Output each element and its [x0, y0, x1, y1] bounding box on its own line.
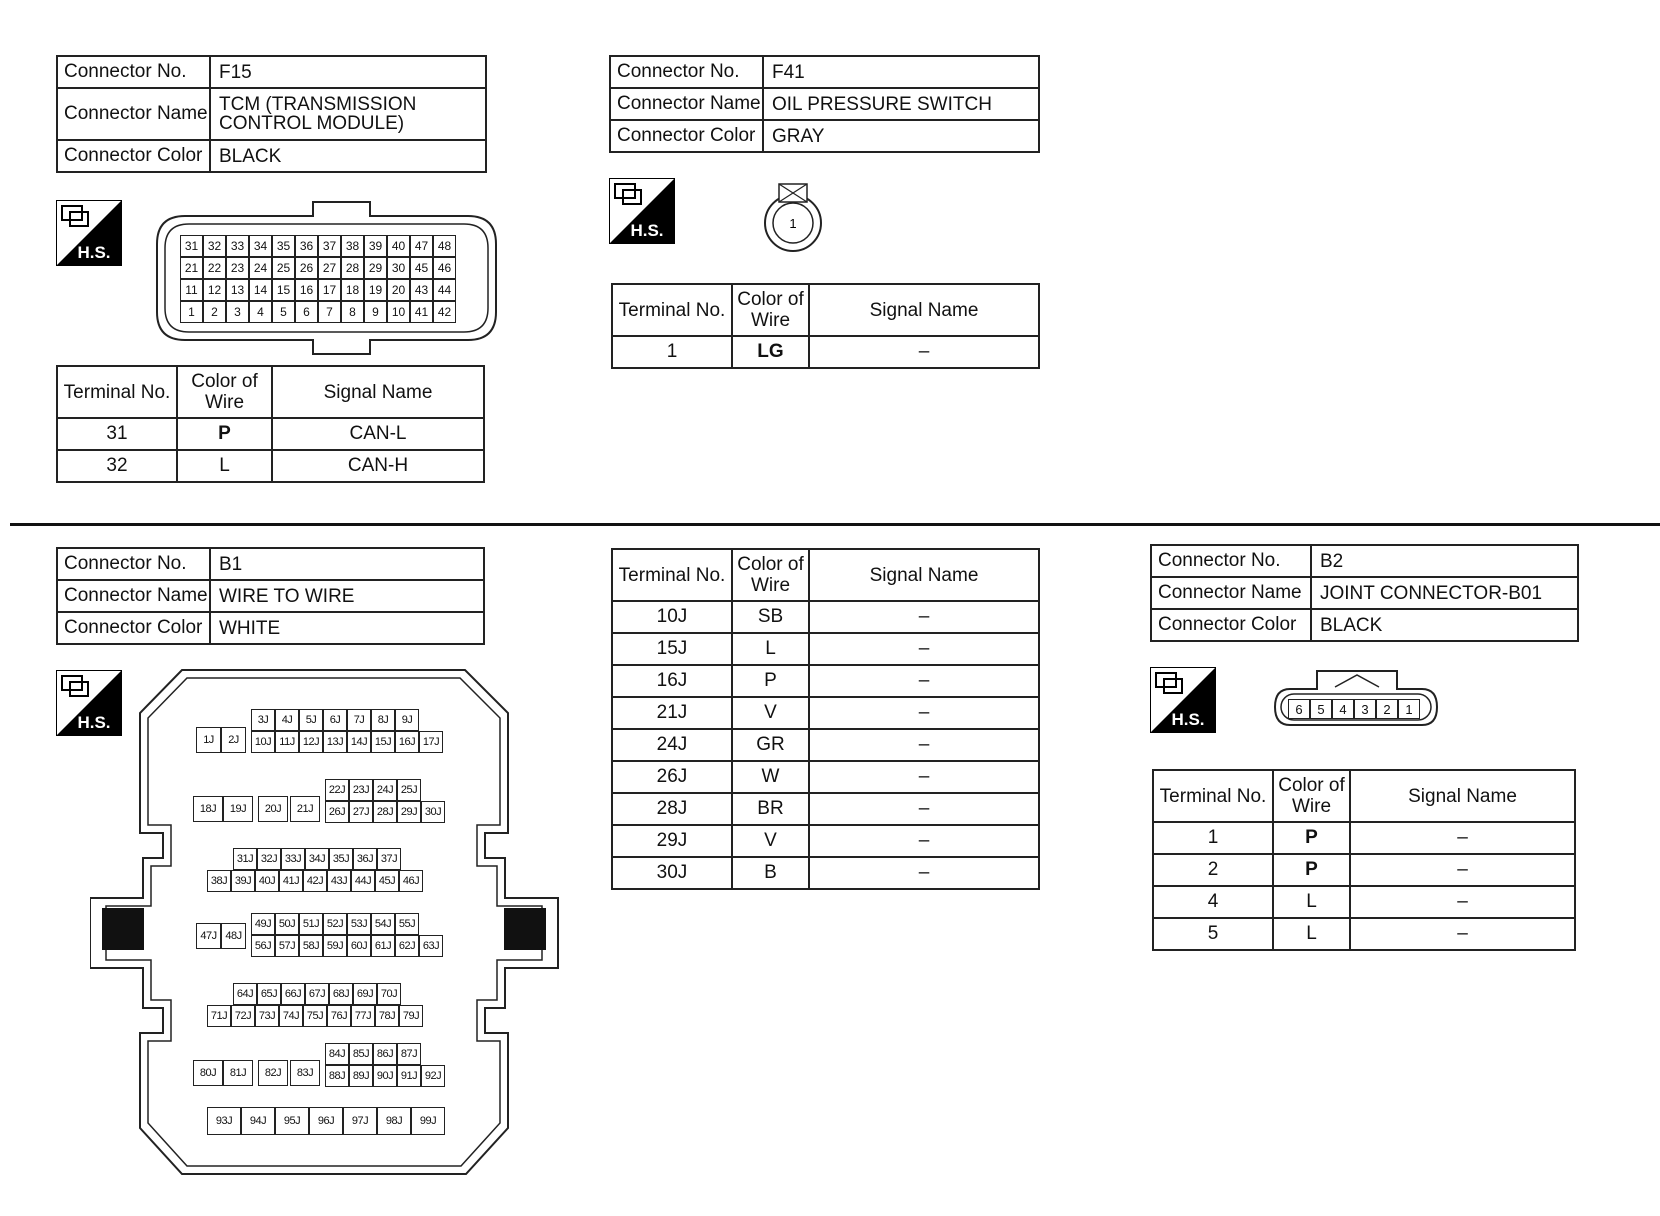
connector-pin: 68J — [329, 983, 353, 1005]
hs-label: H.S. — [77, 713, 111, 732]
connector-pin: 43J — [327, 870, 351, 892]
connector-pin: 9J — [395, 709, 419, 731]
signal-cell: – — [809, 825, 1039, 857]
connector-pin: 15J — [371, 731, 395, 753]
connector-pin: 14 — [249, 279, 272, 301]
connector-pin: 28 — [341, 257, 364, 279]
connector-pin: 19 — [364, 279, 387, 301]
table-row — [612, 793, 1039, 825]
connector-color-label: Connector Color — [1151, 609, 1311, 641]
connector-no-label: Connector No. — [1151, 545, 1311, 577]
connector-pin: 82J — [258, 1060, 288, 1086]
terminal-cell: 29J — [612, 825, 732, 857]
connector-pin: 97J — [343, 1107, 377, 1135]
wire-color-cell: V — [732, 697, 809, 729]
connector-pin: 6 — [1288, 699, 1310, 719]
wire-color-cell: P — [732, 665, 809, 697]
connector-pin: 93J — [207, 1107, 241, 1135]
signal-cell: – — [1350, 854, 1575, 886]
connector-pin: 54J — [371, 913, 395, 935]
connector-pin: 49J — [251, 913, 275, 935]
connector-pin: 3 — [226, 301, 249, 323]
connector-pin: 33J — [281, 848, 305, 870]
connector-pin: 52J — [323, 913, 347, 935]
connector-pin: 10J — [251, 731, 275, 753]
terminal-no-header: Terminal No. — [612, 549, 732, 601]
wire-color-header: Color of Wire — [732, 549, 809, 601]
connector-pin: 45J — [375, 870, 399, 892]
connector-pin: 23J — [349, 779, 373, 801]
connector-pin: 6J — [323, 709, 347, 731]
connector-pin: 47 — [410, 235, 433, 257]
connector-name-label: Connector Name — [57, 88, 210, 140]
signal-name-header: Signal Name — [272, 366, 484, 418]
connector-pin: 17 — [318, 279, 341, 301]
connector-pin: 21J — [290, 796, 320, 822]
signal-cell: – — [809, 729, 1039, 761]
connector-pin: 94J — [241, 1107, 275, 1135]
connector-color-value: GRAY — [763, 120, 1039, 152]
wire-color-cell: L — [732, 633, 809, 665]
connector-pin: 46 — [433, 257, 456, 279]
connector-pin: 29 — [364, 257, 387, 279]
terminal-no-header: Terminal No. — [1153, 770, 1273, 822]
connector-pin: 44 — [433, 279, 456, 301]
connector-pin: 1 — [180, 301, 203, 323]
signal-cell: – — [809, 601, 1039, 633]
connector-no-label: Connector No. — [57, 548, 210, 580]
connector-pin: 5 — [272, 301, 295, 323]
connector-pin: 37J — [377, 848, 401, 870]
connector-pin: 14J — [347, 731, 371, 753]
signal-cell: – — [809, 793, 1039, 825]
connector-pin: 70J — [377, 983, 401, 1005]
connector-pin: 42 — [433, 301, 456, 323]
connector-pin: 76J — [327, 1005, 351, 1027]
connector-pin: 5J — [299, 709, 323, 731]
connector-pin: 18J — [193, 796, 223, 822]
connector-pin: 90J — [373, 1065, 397, 1087]
table-row — [1153, 918, 1575, 950]
harness-side-icon — [609, 178, 675, 244]
connector-pin: 41 — [410, 301, 433, 323]
connector-pin: 25 — [272, 257, 295, 279]
connector-pin: 86J — [373, 1043, 397, 1065]
connector-pin: 40J — [255, 870, 279, 892]
connector-pin: 32J — [257, 848, 281, 870]
terminal-cell: 31 — [57, 418, 177, 450]
table-row — [612, 729, 1039, 761]
table-row — [1153, 854, 1575, 886]
wire-color-cell: GR — [732, 729, 809, 761]
connector-pin: 88J — [325, 1065, 349, 1087]
b2-pin-grid — [1288, 699, 1420, 719]
table-row — [612, 665, 1039, 697]
table-row — [57, 418, 484, 450]
connector-pin: 26 — [295, 257, 318, 279]
connector-pin: 34J — [305, 848, 329, 870]
f15-connector-info — [56, 55, 487, 173]
connector-pin: 50J — [275, 913, 299, 935]
wire-color-cell: L — [177, 450, 272, 482]
signal-cell: – — [809, 761, 1039, 793]
connector-pin: 13 — [226, 279, 249, 301]
connector-pin: 30 — [387, 257, 410, 279]
wire-color-cell: BR — [732, 793, 809, 825]
connector-pin: 20 — [387, 279, 410, 301]
wire-color-cell: B — [732, 857, 809, 889]
connector-name-value: WIRE TO WIRE — [210, 580, 484, 612]
connector-pin: 67J — [305, 983, 329, 1005]
connector-pin: 43 — [410, 279, 433, 301]
table-row — [612, 601, 1039, 633]
connector-pin: 26J — [325, 801, 349, 823]
connector-pin: 34 — [249, 235, 272, 257]
connector-pin: 24 — [249, 257, 272, 279]
terminal-cell: 30J — [612, 857, 732, 889]
table-row — [612, 761, 1039, 793]
harness-side-icon — [1150, 667, 1216, 733]
terminal-cell: 1 — [1153, 822, 1273, 854]
connector-name-value: OIL PRESSURE SWITCH — [763, 88, 1039, 120]
connector-pin: 98J — [377, 1107, 411, 1135]
connector-pin: 92J — [421, 1065, 445, 1087]
connector-pin: 33 — [226, 235, 249, 257]
connector-pin: 72J — [231, 1005, 255, 1027]
f41-pin-label: 1 — [789, 216, 797, 231]
connector-pin: 27 — [318, 257, 341, 279]
terminal-cell: 2 — [1153, 854, 1273, 886]
connector-pin: 1J — [196, 727, 221, 753]
terminal-cell: 24J — [612, 729, 732, 761]
connector-pin: 12J — [299, 731, 323, 753]
signal-name-header: Signal Name — [809, 284, 1039, 336]
connector-pin: 29J — [397, 801, 421, 823]
connector-pin: 66J — [281, 983, 305, 1005]
connector-pin: 80J — [193, 1060, 223, 1086]
connector-pin: 64J — [233, 983, 257, 1005]
f15-terminal-table — [56, 365, 485, 483]
wire-color-cell: P — [1273, 822, 1350, 854]
connector-pin: 48J — [221, 923, 246, 949]
wire-color-cell: LG — [732, 336, 809, 368]
f41-connector-face — [760, 180, 826, 255]
connector-pin: 87J — [397, 1043, 421, 1065]
connector-pin: 8 — [341, 301, 364, 323]
connector-pin: 16 — [295, 279, 318, 301]
connector-pin: 65J — [257, 983, 281, 1005]
wire-color-header: Color of Wire — [732, 284, 809, 336]
connector-pin: 81J — [223, 1060, 253, 1086]
signal-cell: CAN-H — [272, 450, 484, 482]
connector-pin: 56J — [251, 935, 275, 957]
b2-connector-face — [1272, 667, 1440, 729]
section-divider — [10, 523, 1660, 526]
b1-connector-info — [56, 547, 485, 645]
connector-pin: 60J — [347, 935, 371, 957]
terminal-cell: 26J — [612, 761, 732, 793]
terminal-no-header: Terminal No. — [57, 366, 177, 418]
connector-pin: 11J — [275, 731, 299, 753]
signal-cell: CAN-L — [272, 418, 484, 450]
signal-cell: – — [809, 697, 1039, 729]
terminal-cell: 28J — [612, 793, 732, 825]
b2-terminal-table — [1152, 769, 1576, 951]
connector-pin: 91J — [397, 1065, 421, 1087]
connector-color-label: Connector Color — [57, 140, 210, 172]
table-row — [1153, 822, 1575, 854]
hs-label: H.S. — [77, 243, 111, 262]
connector-pin: 13J — [323, 731, 347, 753]
connector-pin: 18 — [341, 279, 364, 301]
connector-pin: 83J — [290, 1060, 320, 1086]
wire-color-cell: SB — [732, 601, 809, 633]
connector-pin: 5 — [1310, 699, 1332, 719]
connector-pin: 27J — [349, 801, 373, 823]
connector-pin: 74J — [279, 1005, 303, 1027]
connector-pin: 32 — [203, 235, 226, 257]
connector-pin: 37 — [318, 235, 341, 257]
connector-pin: 15 — [272, 279, 295, 301]
connector-color-value: BLACK — [1311, 609, 1578, 641]
connector-pin: 62J — [395, 935, 419, 957]
connector-pin: 7 — [318, 301, 341, 323]
connector-pin: 6 — [295, 301, 318, 323]
b1-terminal-table — [611, 548, 1040, 890]
wire-color-header: Color of Wire — [177, 366, 272, 418]
connector-pin: 84J — [325, 1043, 349, 1065]
connector-pin: 2 — [203, 301, 226, 323]
connector-pin: 36J — [353, 848, 377, 870]
hs-label: H.S. — [1171, 710, 1205, 729]
connector-pin: 59J — [323, 935, 347, 957]
connector-pin: 78J — [375, 1005, 399, 1027]
connector-pin: 40 — [387, 235, 410, 257]
connector-pin: 4 — [249, 301, 272, 323]
connector-pin: 45 — [410, 257, 433, 279]
connector-name-value: JOINT CONNECTOR-B01 — [1311, 577, 1578, 609]
table-row — [612, 336, 1039, 368]
wire-color-cell: L — [1273, 886, 1350, 918]
terminal-cell: 21J — [612, 697, 732, 729]
wire-color-cell: P — [1273, 854, 1350, 886]
f41-terminal-table — [611, 283, 1040, 369]
signal-cell: – — [809, 633, 1039, 665]
connector-pin: 85J — [349, 1043, 373, 1065]
connector-pin: 47J — [196, 923, 221, 949]
connector-pin: 9 — [364, 301, 387, 323]
connector-pin: 24J — [373, 779, 397, 801]
connector-pin: 2J — [221, 727, 246, 753]
connector-pin: 38J — [207, 870, 231, 892]
connector-pin: 25J — [397, 779, 421, 801]
connector-pin: 63J — [419, 935, 443, 957]
connector-pin: 99J — [411, 1107, 445, 1135]
terminal-cell: 15J — [612, 633, 732, 665]
connector-pin: 22 — [203, 257, 226, 279]
connector-color-label: Connector Color — [610, 120, 763, 152]
connector-pin: 42J — [303, 870, 327, 892]
connector-pin: 53J — [347, 913, 371, 935]
connector-pin: 46J — [399, 870, 423, 892]
connector-pin: 11 — [180, 279, 203, 301]
connector-pin: 28J — [373, 801, 397, 823]
signal-cell: – — [1350, 918, 1575, 950]
connector-pin: 58J — [299, 935, 323, 957]
table-row — [612, 697, 1039, 729]
connector-pin: 36 — [295, 235, 318, 257]
connector-name-label: Connector Name — [57, 580, 210, 612]
connector-pin: 4J — [275, 709, 299, 731]
terminal-cell: 32 — [57, 450, 177, 482]
terminal-cell: 10J — [612, 601, 732, 633]
signal-name-header: Signal Name — [1350, 770, 1575, 822]
connector-no-value: F15 — [210, 56, 486, 88]
connector-pin: 21 — [180, 257, 203, 279]
table-row — [612, 633, 1039, 665]
connector-pin: 22J — [325, 779, 349, 801]
connector-no-label: Connector No. — [57, 56, 210, 88]
terminal-cell: 5 — [1153, 918, 1273, 950]
connector-pin: 48 — [433, 235, 456, 257]
connector-color-value: BLACK — [210, 140, 486, 172]
signal-cell: – — [809, 665, 1039, 697]
connector-pin: 16J — [395, 731, 419, 753]
connector-name-label: Connector Name — [1151, 577, 1311, 609]
wire-color-cell: V — [732, 825, 809, 857]
connector-pin: 17J — [419, 731, 443, 753]
terminal-cell: 1 — [612, 336, 732, 368]
signal-cell: – — [809, 336, 1039, 368]
connector-pin: 77J — [351, 1005, 375, 1027]
connector-pin: 35J — [329, 848, 353, 870]
connector-pin: 2 — [1376, 699, 1398, 719]
connector-pin: 12 — [203, 279, 226, 301]
terminal-cell: 16J — [612, 665, 732, 697]
table-row — [1153, 886, 1575, 918]
connector-pin: 75J — [303, 1005, 327, 1027]
connector-pin: 41J — [279, 870, 303, 892]
wire-color-cell: W — [732, 761, 809, 793]
b2-connector-info — [1150, 544, 1579, 642]
connector-pin: 8J — [371, 709, 395, 731]
table-row — [612, 825, 1039, 857]
connector-pin: 95J — [275, 1107, 309, 1135]
signal-cell: – — [1350, 822, 1575, 854]
terminal-no-header: Terminal No. — [612, 284, 732, 336]
connector-pin: 89J — [349, 1065, 373, 1087]
connector-pin: 61J — [371, 935, 395, 957]
signal-cell: – — [1350, 886, 1575, 918]
connector-pin: 69J — [353, 983, 377, 1005]
table-row — [612, 857, 1039, 889]
signal-cell: – — [809, 857, 1039, 889]
connector-color-value: WHITE — [210, 612, 484, 644]
connector-pin: 39 — [364, 235, 387, 257]
connector-pin: 31 — [180, 235, 203, 257]
wire-color-cell: P — [177, 418, 272, 450]
table-row — [57, 450, 484, 482]
terminal-cell: 4 — [1153, 886, 1273, 918]
f41-connector-info — [609, 55, 1040, 153]
hs-label: H.S. — [630, 221, 664, 240]
connector-no-value: F41 — [763, 56, 1039, 88]
connector-pin: 39J — [231, 870, 255, 892]
connector-color-label: Connector Color — [57, 612, 210, 644]
connector-pin: 57J — [275, 935, 299, 957]
connector-name-label: Connector Name — [610, 88, 763, 120]
connector-pin: 51J — [299, 913, 323, 935]
harness-side-icon — [56, 200, 122, 266]
connector-pin: 96J — [309, 1107, 343, 1135]
connector-pin: 31J — [233, 848, 257, 870]
connector-pin: 35 — [272, 235, 295, 257]
connector-no-value: B1 — [210, 548, 484, 580]
connector-pin: 71J — [207, 1005, 231, 1027]
connector-pin: 23 — [226, 257, 249, 279]
connector-pin: 10 — [387, 301, 410, 323]
f15-pin-grid — [180, 235, 456, 323]
connector-pin: 73J — [255, 1005, 279, 1027]
connector-pin: 55J — [395, 913, 419, 935]
connector-pin: 3J — [251, 709, 275, 731]
wire-color-header: Color of Wire — [1273, 770, 1350, 822]
connector-pin: 3 — [1354, 699, 1376, 719]
connector-name-value: TCM (TRANSMISSION CONTROL MODULE) — [210, 88, 486, 140]
connector-pin: 20J — [258, 796, 288, 822]
signal-name-header: Signal Name — [809, 549, 1039, 601]
connector-pin: 44J — [351, 870, 375, 892]
wire-color-cell: L — [1273, 918, 1350, 950]
connector-pin: 19J — [223, 796, 253, 822]
connector-no-label: Connector No. — [610, 56, 763, 88]
connector-no-value: B2 — [1311, 545, 1578, 577]
connector-pin: 7J — [347, 709, 371, 731]
connector-pin: 1 — [1398, 699, 1420, 719]
connector-pin: 30J — [421, 801, 445, 823]
connector-pin: 79J — [399, 1005, 423, 1027]
connector-pin: 38 — [341, 235, 364, 257]
connector-pin: 4 — [1332, 699, 1354, 719]
